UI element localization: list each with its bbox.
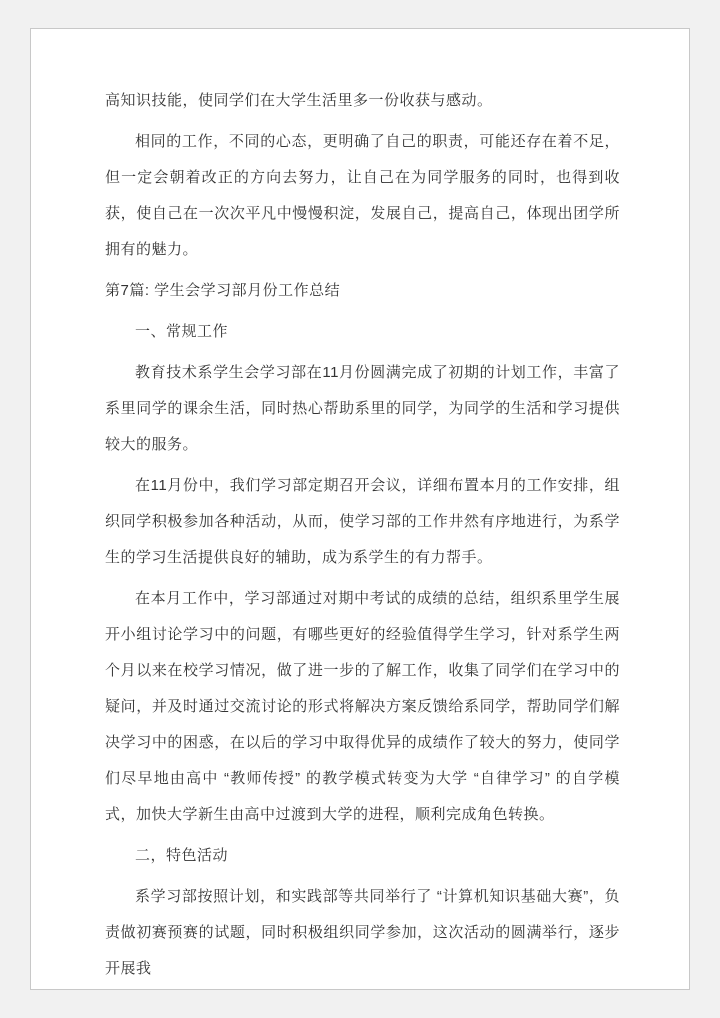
subsection-heading: 一、常规工作	[135, 323, 229, 340]
paragraph: 相同的工作，不同的心态，更明确了自己的职责，可能还存在着不足，但一定会朝着改正的方向去努力，让自己在为同学服务的同时，也得到收获，使自己在一次次平凡中慢慢积淀，发展自己，提高自己，体现出团学所拥有的魅力。	[105, 133, 620, 258]
paragraph: 系学习部按照计划，和实践部等共同举行了 “计算机知识基础大赛”，负责做初赛预赛的试题，同时积极组织同学参加，这次活动的圆满举行，逐步开展我	[105, 888, 620, 977]
section-title: 第7篇: 学生会学习部月份工作总结	[105, 282, 341, 299]
paragraph-continuation: 高知识技能，使同学们在大学生活里多一份收获与感动。	[105, 92, 493, 109]
paragraph: 在11月份中，我们学习部定期召开会议，详细布置本月的工作安排，组织同学积极参加各种活动，从而，使学习部的工作井然有序地进行，为系学生的学习生活提供良好的辅助，成为系学生的有力帮手。	[105, 477, 620, 566]
document-page	[30, 28, 690, 990]
subsection-heading: 二，特色活动	[135, 847, 229, 864]
paragraph: 在本月工作中，学习部通过对期中考试的成绩的总结，组织系里学生展开小组讨论学习中的问题，有哪些更好的经验值得学生学习，针对系学生两个月以来在校学习情况，做了进一步的了解工作，收集了同学们在学习中的疑问，并及时通过交流讨论的形式将解决方案反馈给系同学，帮助同学们解决学习中的困惑，在以后的学习中取得优异的成绩作了较大的努力，使同学们尽早地由高中 “教师传授” 的教学模式转变为大学 “自律学习” 的自学模式，加快大学新生由高中过渡到大学的进程，顺利完成角色转换。	[105, 590, 620, 823]
paragraph: 教育技术系学生会学习部在11月份圆满完成了初期的计划工作，丰富了系里同学的课余生活，同时热心帮助系里的同学，为同学的生活和学习提供较大的服务。	[105, 364, 620, 453]
